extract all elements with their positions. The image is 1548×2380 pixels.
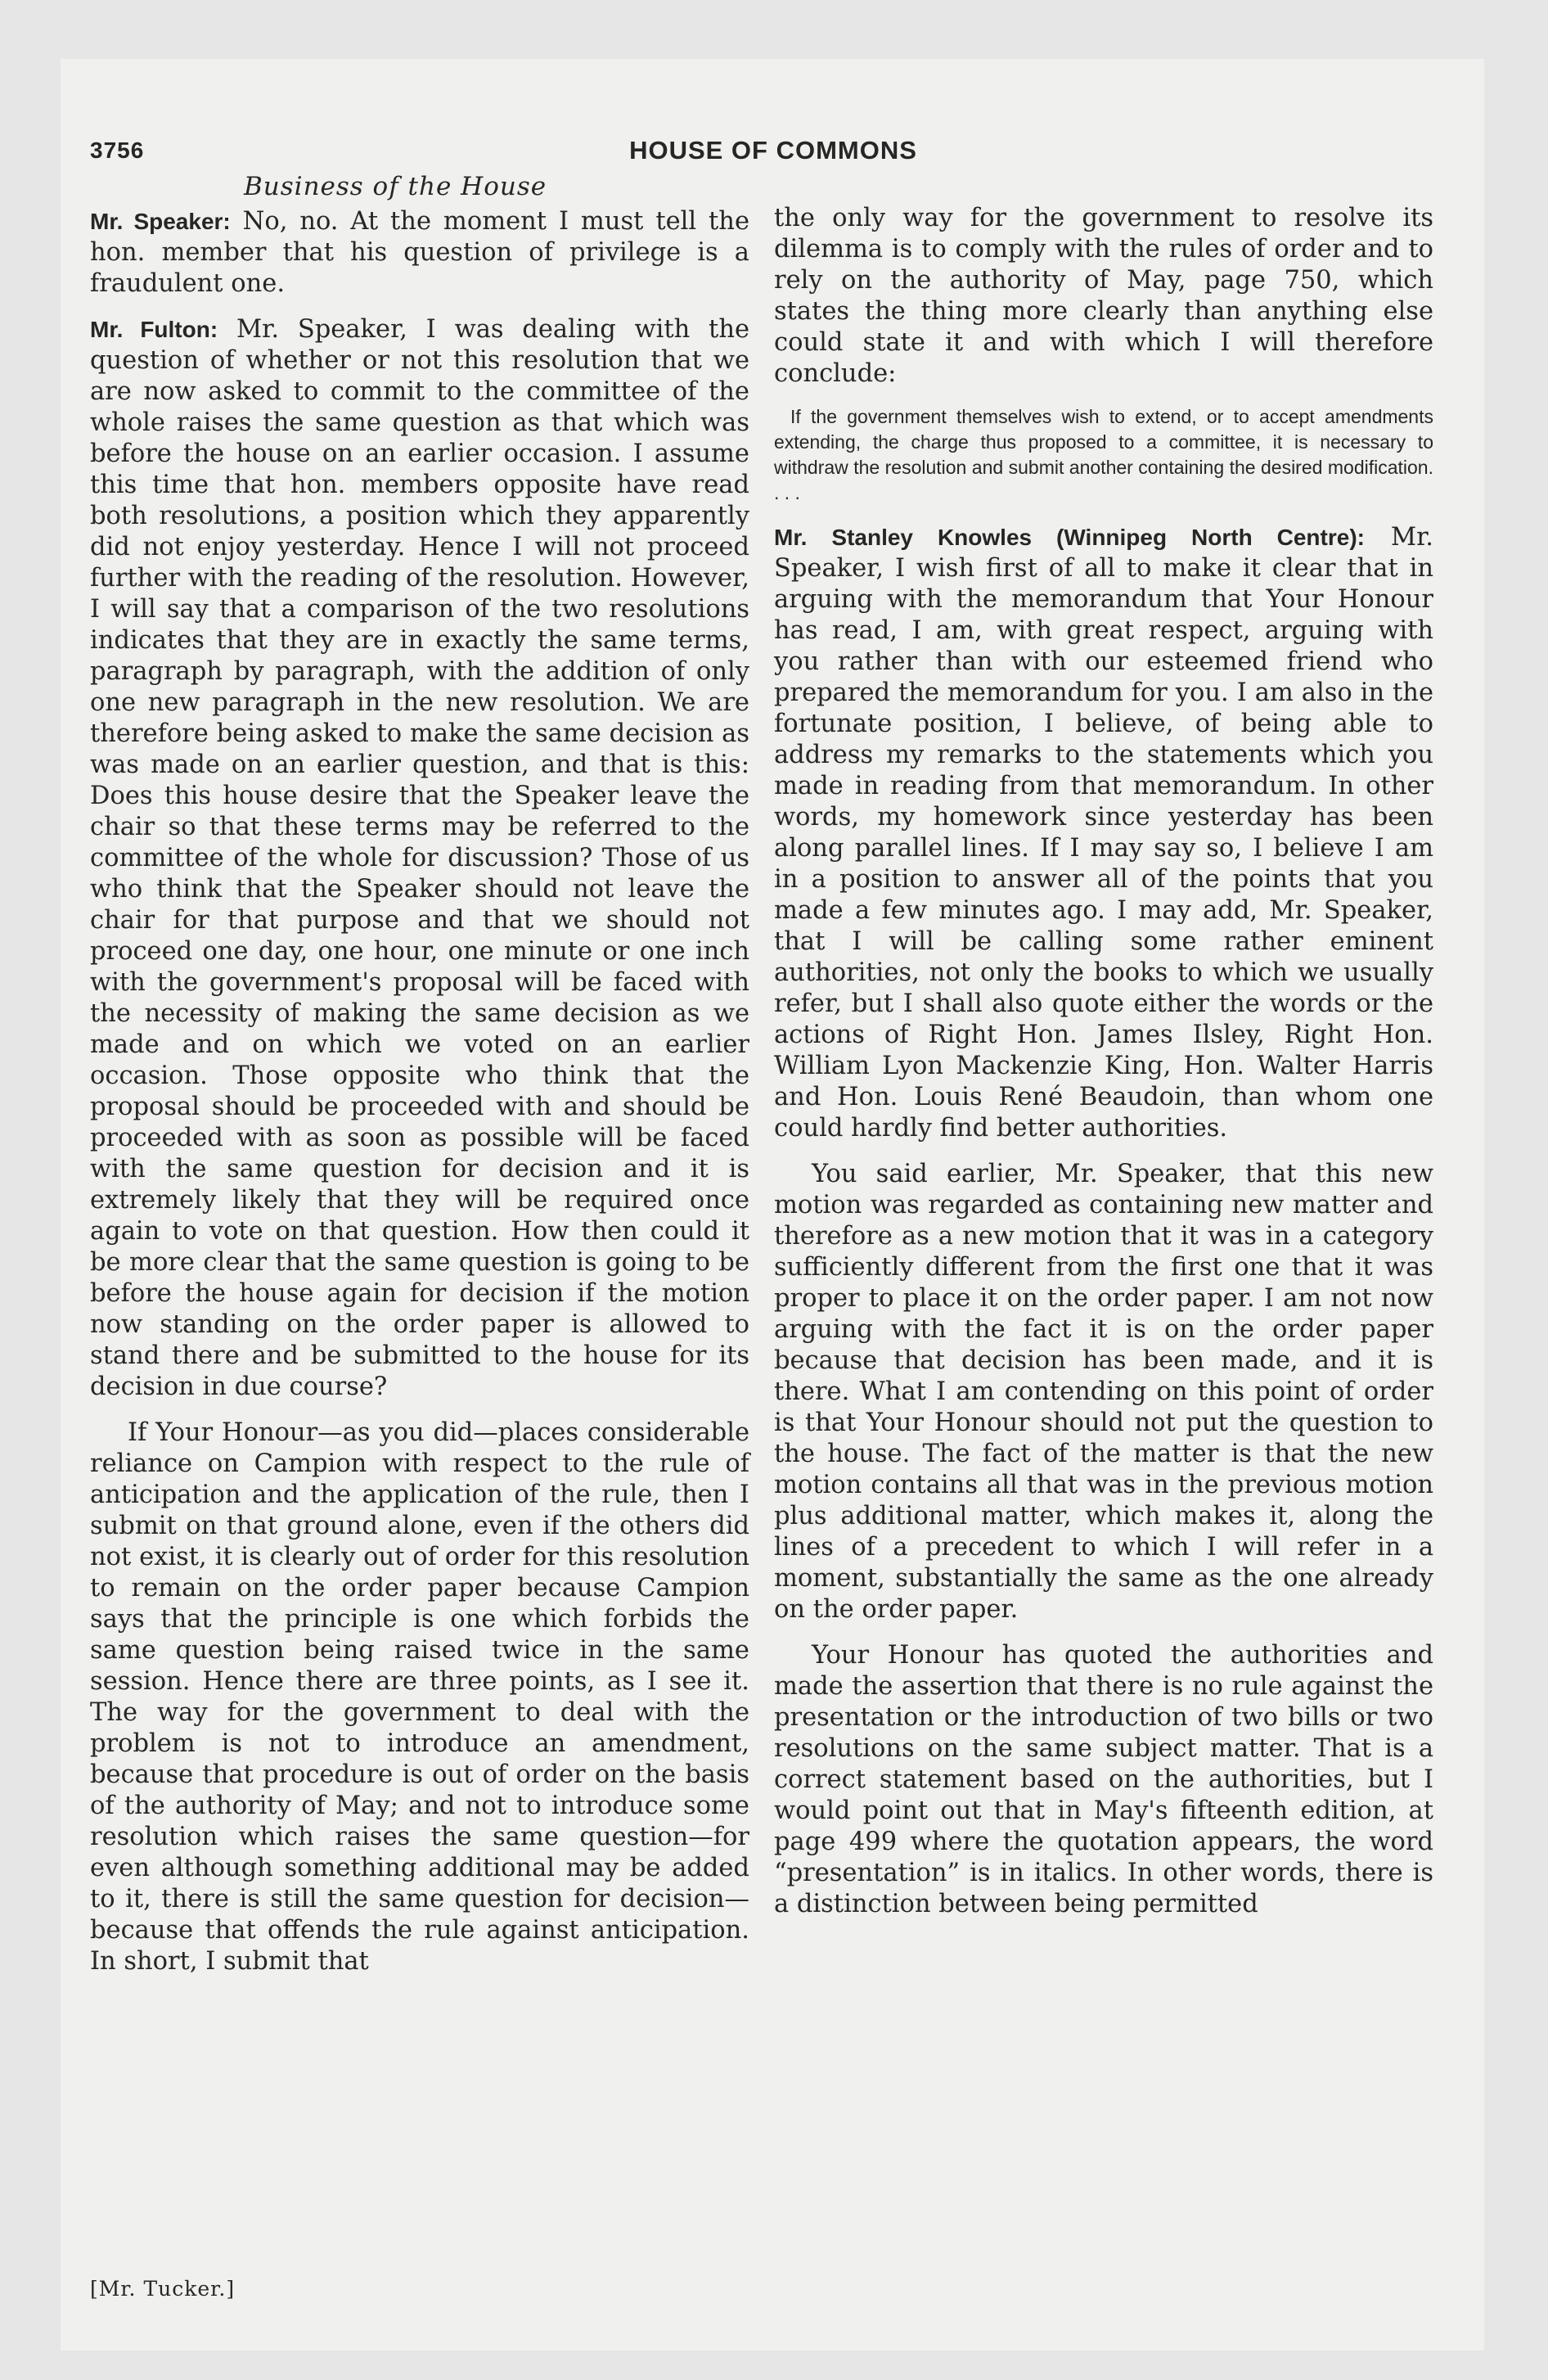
paragraph (90, 314, 749, 1403)
footer-speaker-note: [Mr. Tucker.] (90, 2277, 236, 2301)
speaker-name: Mr. Speaker: (90, 209, 231, 234)
paragraph: You said earlier, Mr. Speaker, that this new motion was regarded as containing new matter and therefore as a new motion that it was in a category sufficiently different from the first one that it was proper to place it on the order paper. I am not now arguing with the fact it is on the order paper because that decision has been made, and it is there. What I am contending on this point of order is that Your Honour should not put the question to the house. The fact of the matter is that the new motion contains all that was in the previous motion plus additional matter, which makes it, along the lines of a precedent to which I will refer in a moment, substantially the same as the one already on the order paper. (774, 1160, 1433, 1624)
running-header-subtitle: Business of the House (244, 172, 547, 201)
speech-text: Mr. Speaker, I wish first of all to make it clear that in arguing with the memorandum that Your Honour has read, I am, with great respect, arguing with you rather than with our esteemed friend who prepared the memorandum for you. I am also in the fortunate position, I believe, of being able to address my remarks to the statements which you made in reading from that memorandum. In other words, my homework since yesterday has been along parallel lines. If I may say so, I believe I am in a position to answer all of the points that you made a few minutes ago. I may add, Mr. Speaker, that I will be calling some rather eminent authorities, not only the books to which we usually refer, but I shall also quote either the words or the actions of Right Hon. James Ilsley, Right Hon. William Lyon Mackenzie King, Hon. Walter Harris and Hon. Louis René Beaudoin, than whom one could hardly find better authorities. (774, 523, 1433, 1143)
speaker-name: Mr. Fulton: (90, 317, 218, 342)
paragraph (90, 206, 749, 300)
page-number: 3756 (90, 137, 145, 163)
right-column (774, 203, 1433, 1935)
paragraph (774, 522, 1433, 1144)
speech-text: Mr. Speaker, I was dealing with the question of whether or not this resolution that we are now asked to commit to the committee of the whole raises the same question as that which was before the house on an earlier occasion. I assume this time that hon. members opposite have read both resolutions, a position which they apparently did not enjoy yesterday. Hence I will not proceed further with the reading of the resolution. However, I will say that a comparison of the two resolutions indicates that they are in exactly the same terms, paragraph by paragraph, with the addition of only one new paragraph in the new resolution. We are therefore being asked to make the same decision as was made on an earlier question, and that is this: Does this house desire that the Speaker leave the chair so that these terms may be referred to the committee of the whole for discussion? Those of us who think that the Speaker should not leave the chair for that purpose and that we should not proceed one day, one hour, one minute or one inch with the government's proposal will be faced with the necessity of making the same decision as we made and on which we voted on an earlier occasion. Those opposite who think that the proposal should be proceeded with and should be proceeded with as soon as possible will be faced with the same question for decision and it is extremely likely that they will be required once again to vote on that question. How then could it be more clear that the same question is going to be before the house again for decision if the motion now standing on the order paper is allowed to stand there and be submitted to the house for its decision in due course? (90, 315, 750, 1401)
paragraph: the only way for the government to resolve its dilemma is to comply with the rules of order and to rely on the authority of May, page 750, which states the thing more clearly than anything else could state it and with which I will therefore conclude: (774, 204, 1433, 388)
paragraph: If Your Honour—as you did—places considerable reliance on Campion with respect to the rule of anticipation and the application of the rule, then I submit on that ground alone, even if the others did not exist, it is clearly out of order for this resolution to remain on the order paper because Campion says that the principle is one which forbids the same question being raised twice in the same session. Hence there are three points, as I see it. The way for the government to deal with the problem is not to introduce an amendment, because that procedure is out of order on the basis of the authority of May; and not to introduce some resolution which raises the same question—for even although something additional may be added to it, there is still the same question for decision—because that offends the rule against anticipation. In short, I submit that (90, 1418, 749, 1976)
speaker-name: Mr. Stanley Knowles (Winnipeg North Centre): (774, 525, 1365, 550)
block-quote: If the government themselves wish to extend, or to accept amendments extending, the charge thus proposed to a committee, it is necessary to withdraw the resolution and submit another containing the desired modification. . . . (774, 406, 1433, 503)
paragraph: Your Honour has quoted the authorities and made the assertion that there is no rule against the presentation or the introduction of two bills or two resolutions on the same subject matter. That is a correct statement based on the authorities, but I would point out that in May's fifteenth edition, at page 499 where the quotation appears, the word “presentation” is in italics. In other words, there is a distinction between being permitted (774, 1641, 1433, 1918)
speech-text: No, no. At the moment I must tell the hon. member that his question of privilege is a fraudulent one. (90, 207, 749, 298)
left-column (90, 206, 749, 1992)
running-header-title: HOUSE OF COMMONS (629, 136, 917, 165)
